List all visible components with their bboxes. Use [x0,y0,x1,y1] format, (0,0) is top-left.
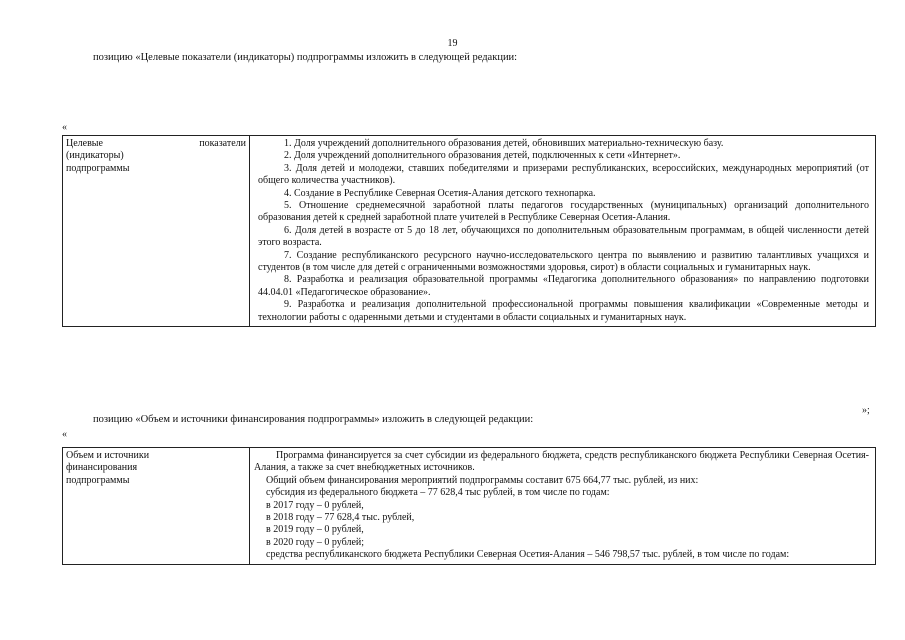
open-quote-2: « [62,429,67,440]
targets-content-cell [250,136,876,327]
target-item-4: 4. Создание в Республике Северная Осетия-Алания детского технопарка. [284,187,596,199]
target-item-7: 7. Создание республиканского ресурсного научно-исследовательского центра по выявлению и развитию талантливых учащихся и студентов (в том числе для детей с ограниченными возможностями здоровья, сирот) в области социальных и гуманитарных наук. [258,249,869,274]
table-row [63,136,876,327]
funding-item-3: субсидия из федерального бюджета – 77 628,4 тыс рублей, в том числе по годам: [266,487,610,499]
targets-table [62,135,876,327]
funding-table [62,447,876,565]
funding-content-cell [250,448,876,565]
funding-item-6: в 2019 году – 0 рублей, [266,524,364,536]
targets-label-word1: Целевые [66,138,103,149]
intro-paragraph-targets: позицию «Целевые показатели (индикаторы) подпрограммы изложить в следующей редакции: [93,52,518,63]
funding-item-4: в 2017 году – 0 рублей, [266,499,364,511]
funding-label-line1: Объем и источники [66,450,150,461]
funding-item-8: средства республиканского бюджета Республики Северная Осетия-Алания – 546 798,57 тыс. рублей, в том числе по годам: [266,549,790,561]
funding-item-5: в 2018 году – 77 628,4 тыс. рублей, [266,512,415,524]
target-item-9: 9. Разработка и реализация дополнительной профессиональной программы повышения квалификации «Современные методы и технологии работы с одаренными детьми и студентами в области социальных и гуманитарных наук. [258,299,869,323]
targets-label-line3: подпрограммы [66,162,130,174]
funding-label-line3: подпрограммы [66,474,130,486]
funding-label-line2: финансирования [66,462,138,474]
targets-label-line2: (индикаторы) [66,150,124,162]
funding-item-7: в 2020 году – 0 рублей; [266,536,365,548]
close-quote: »; [862,405,870,416]
target-item-3: 3. Доля детей и молодежи, ставших победителями и призерами республиканских, всероссийских, международных мероприятий (от общего количества участников). [258,162,869,187]
target-item-2: 2. Доля учреждений дополнительного образования детей, подключенных к сети «Интернет». [284,150,681,162]
intro-paragraph-funding: позицию «Объем и источники финансирования подпрограммы» изложить в следующей редакции: [93,414,534,425]
page-number: 19 [447,38,458,49]
funding-item-1: Программа финансируется за счет субсидии из федерального бюджета, средств республиканского бюджета Республики Северная Осетия-Алания, а также за счет внебюджетных источников. [254,450,869,474]
target-item-8: 8. Разработка и реализация образовательной программы «Педагогика дополнительного образования» по направлению подготовки 44.04.01 «Педагогическое образование». [258,274,869,298]
targets-label-cell [63,136,250,327]
funding-label-cell [63,448,250,565]
targets-label-word2: показатели [199,138,246,149]
target-item-1: 1. Доля учреждений дополнительного образования детей, обновивших материально-техническую базу. [284,138,724,149]
funding-item-2: Общий объем финансирования мероприятий подпрограммы составит 675 664,77 тыс. рублей, из них: [266,474,699,486]
target-item-6: 6. Доля детей в возрасте от 5 до 18 лет, обучающихся по дополнительным образовательным программам, в общей численности детей этого возраста. [258,224,869,249]
table-row [63,448,876,565]
open-quote-1: « [62,122,67,133]
target-item-5: 5. Отношение среднемесячной заработной платы педагогов государственных (муниципальных) организаций дополнительного образования детей к средней заработной плате учителей в Республике Северная Осетия-Алания. [258,200,869,224]
